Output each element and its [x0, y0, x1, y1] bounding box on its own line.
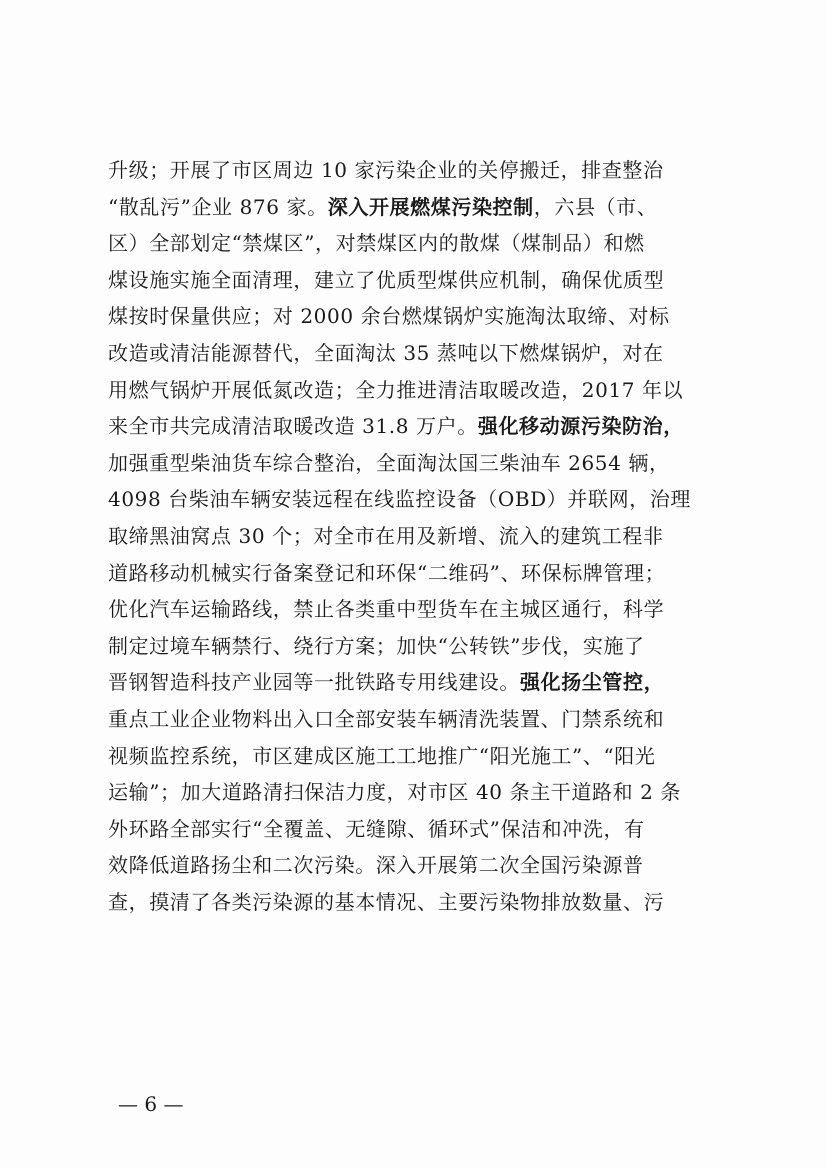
text-run: “散乱污”企业 876 家。	[108, 194, 328, 219]
text-line	[108, 481, 728, 518]
text-line	[108, 811, 728, 848]
text-run: 加强重型柴油货车综合整治，全面淘汰国三柴油车 2654 辆，	[108, 450, 670, 475]
text-line	[108, 298, 728, 335]
text-run: 重点工业企业物料出入口全部安装车辆清洗装置、门禁系统和	[108, 706, 665, 731]
text-run: ，六县（市、	[533, 194, 658, 219]
text-line	[108, 372, 728, 409]
text-run: 来全市共完成清洁取暖改造 31.8 万户。	[108, 414, 478, 439]
text-line	[108, 518, 728, 555]
text-run: 外环路全部实行“全覆盖、无缝隙、循环式”保洁和冲洗，有	[108, 816, 645, 841]
text-run: 运输”；加大道路清扫保洁力度，对市区 40 条主干道路和 2 条	[108, 780, 682, 805]
text-run: 4098 台柴油车辆安装远程在线监控设备（OBD）并联网，治理	[108, 487, 691, 512]
page-number: — 6 —	[118, 1092, 184, 1116]
text-run: 取缔黑油窝点 30 个；对全市在用及新增、流入的建筑工程非	[108, 523, 664, 548]
body-paragraph	[108, 152, 728, 920]
text-line	[108, 701, 728, 738]
text-line	[108, 262, 728, 299]
text-run: 道路移动机械实行备案登记和环保“二维码”、环保标牌管理；	[108, 560, 666, 585]
text-run: 效降低道路扬尘和二次污染。深入开展第二次全国污染源普	[108, 853, 644, 878]
text-run: 煤按时保量供应；对 2000 余台燃煤锅炉实施淘汰取缔、对标	[108, 304, 670, 329]
text-line	[108, 884, 728, 921]
text-line	[108, 555, 728, 592]
text-run: 升级；开展了市区周边 10 家污染企业的关停搬迁，排查整治	[108, 158, 664, 182]
text-line	[108, 628, 728, 665]
text-line	[108, 591, 728, 628]
text-run: 视频监控系统，市区建成区施工工地推广“阳光施工”、“阳光	[108, 743, 656, 768]
text-line	[108, 225, 728, 262]
text-run: 改造或清洁能源替代，全面淘汰 35 蒸吨以下燃煤锅炉，对在	[108, 340, 664, 365]
text-run: 煤设施实施全面清理，建立了优质型煤供应机制，确保优质型	[108, 267, 665, 292]
text-line	[108, 738, 728, 775]
bold-text-run: 强化扬尘管控，	[520, 670, 665, 695]
text-line	[108, 847, 728, 884]
text-run: 制定过境车辆禁行、绕行方案；加快“公转铁”步伐，实施了	[108, 633, 645, 658]
text-run: 区）全部划定“禁煤区”，对禁煤区内的散煤（煤制品）和燃	[108, 231, 645, 256]
bold-text-run: 强化移动源污染防治，	[477, 414, 684, 439]
text-run: 优化汽车运输路线，禁止各类重中型货车在主城区通行，科学	[108, 597, 665, 622]
text-line	[108, 408, 728, 445]
text-run: 晋钢智造科技产业园等一批铁路专用线建设。	[108, 670, 520, 695]
text-line	[108, 774, 728, 811]
text-line	[108, 152, 728, 189]
text-line	[108, 335, 728, 372]
text-run: 查，摸清了各类污染源的基本情况、主要污染物排放数量、污	[108, 889, 665, 914]
text-line	[108, 189, 728, 226]
text-run: 用燃气锅炉开展低氮改造；全力推进清洁取暖改造，2017 年以	[108, 377, 684, 402]
bold-text-run: 深入开展燃煤污染控制	[327, 194, 534, 219]
text-line	[108, 664, 728, 701]
text-line	[108, 445, 728, 482]
